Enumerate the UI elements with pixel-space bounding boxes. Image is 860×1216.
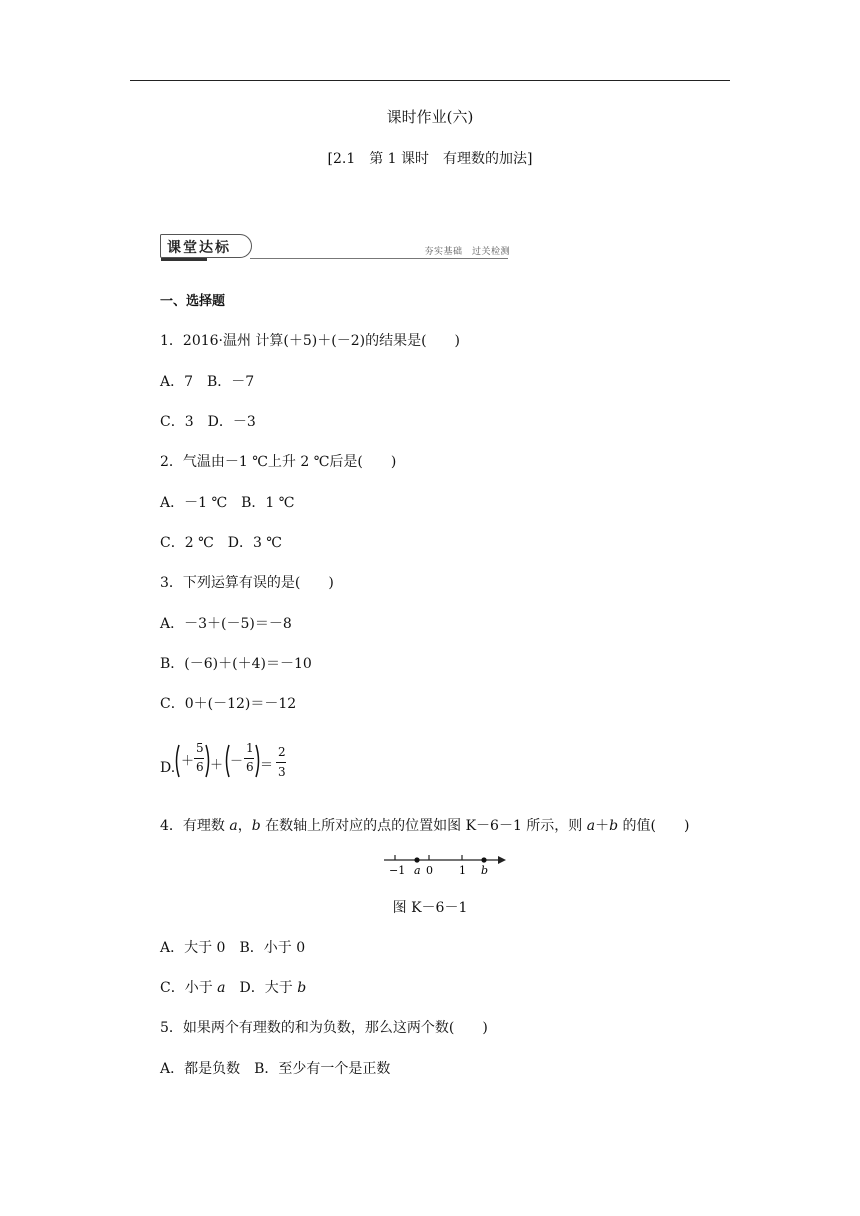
question-3-option-d — [160, 738, 300, 788]
top-rule — [130, 80, 730, 81]
tick-label-a: a — [414, 864, 421, 877]
equals-sign: ＝ — [260, 758, 274, 773]
plus-operator: ＋ — [210, 758, 224, 773]
tick-label-minus-1: −1 — [389, 864, 406, 877]
banner-right-text: 夯实基础 过关检测 — [424, 247, 510, 257]
q4-stem-part: ＋ — [595, 818, 610, 834]
fraction-1-denominator: 6 — [196, 760, 204, 774]
fraction-2-bar — [244, 758, 254, 759]
fraction-3-bar — [276, 762, 286, 763]
number-line-arrow — [498, 856, 506, 864]
left-paren-1 — [174, 744, 180, 778]
question-3-option-b: B．(－6)＋(＋4)＝－10 — [160, 656, 312, 672]
q4-var-b: b — [609, 818, 619, 834]
q4-var-a: a — [229, 818, 238, 834]
fraction-1-numerator: 5 — [196, 741, 204, 755]
option-d-label: D. — [160, 760, 176, 776]
question-3-option-a: A．－3＋(－5)＝－8 — [160, 616, 292, 632]
q4-option-c-var: a — [217, 980, 226, 996]
fraction-2-denominator: 6 — [246, 760, 254, 774]
q4-stem-part: 4．有理数 — [160, 818, 230, 834]
question-2-options-cd: C．2 ℃ D．3 ℃ — [160, 535, 282, 551]
banner-rule — [250, 258, 508, 259]
point-a — [414, 857, 419, 862]
q4-stem-part: 在数轴上所对应的点的位置如图 K－6－1 所示，则 — [260, 818, 587, 834]
question-5-stem: 5．如果两个有理数的和为负数，那么这两个数( ) — [160, 1020, 488, 1036]
tick-label-b: b — [481, 864, 489, 877]
q4-stem-part: 的值( ) — [618, 818, 690, 834]
question-4-stem — [160, 815, 689, 835]
fraction-2-numerator: 1 — [246, 741, 254, 755]
question-4-options-ab: A．大于 0 B．小于 0 — [160, 940, 306, 956]
plus-sign: ＋ — [181, 754, 195, 769]
section-banner — [160, 234, 510, 262]
question-1-options-cd: C．3 D．－3 — [160, 414, 256, 430]
figure-caption: 图 K－6－1 — [392, 900, 468, 916]
point-b — [481, 857, 486, 862]
fraction-1-bar — [194, 758, 204, 759]
tick-label-0: 0 — [426, 864, 433, 877]
fraction-3-denominator: 3 — [278, 765, 286, 779]
section-heading: 一、选择题 — [160, 294, 226, 309]
question-1-options-ab: A．7 B．－7 — [160, 374, 255, 390]
question-2-options-ab: A．－1 ℃ B．1 ℃ — [160, 495, 295, 511]
question-4-options-cd — [160, 977, 306, 997]
banner-tag-text: 课堂达标 — [167, 240, 231, 256]
q4-option-d-var: b — [297, 980, 307, 996]
q4-option-d-text: D．大于 — [225, 980, 298, 996]
q4-stem-part: ， — [237, 818, 252, 834]
banner-tag — [160, 234, 252, 258]
q4-option-c-text: C．小于 — [160, 980, 218, 996]
page-title: 课时作业(六) — [386, 108, 474, 126]
minus-sign: － — [230, 754, 244, 769]
page-subtitle: [2.1 第 1 课时 有理数的加法] — [327, 151, 533, 167]
q4-var-b: b — [251, 818, 261, 834]
tick-label-1: 1 — [459, 864, 466, 877]
fraction-3-numerator: 2 — [278, 745, 286, 759]
q4-var-a: a — [586, 818, 596, 834]
question-1-stem: 1．2016·温州 计算(＋5)＋(－2)的结果是( ) — [160, 333, 461, 349]
question-3-option-c: C．0＋(－12)＝－12 — [160, 696, 297, 712]
banner-tag-shade — [161, 258, 207, 261]
question-5-options-ab: A．都是负数 B．至少有一个是正数 — [160, 1061, 391, 1077]
question-3-stem: 3．下列运算有误的是( ) — [160, 575, 334, 591]
number-line-figure — [380, 850, 510, 878]
question-2-stem: 2．气温由－1 ℃上升 2 ℃后是( ) — [160, 454, 397, 470]
